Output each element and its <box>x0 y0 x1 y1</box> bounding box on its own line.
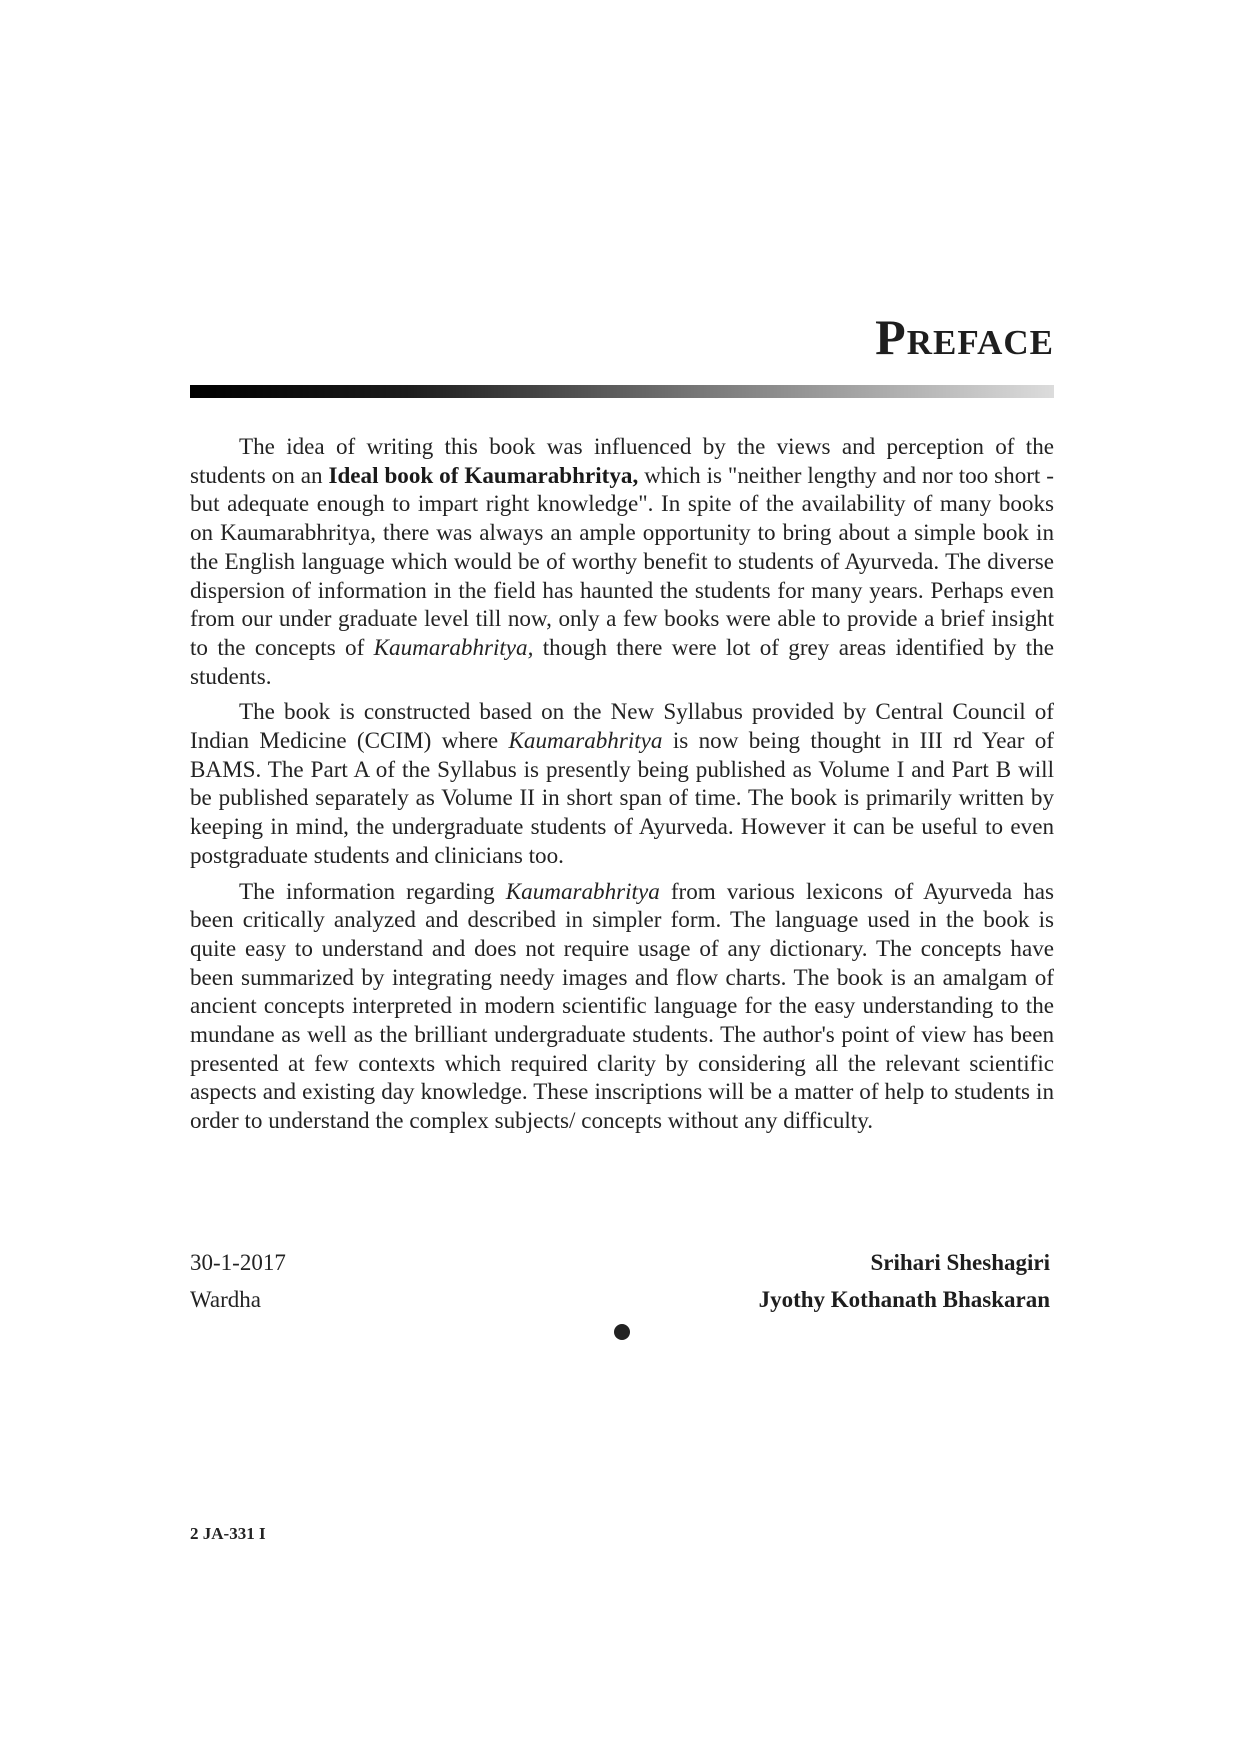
author-name: Jyothy Kothanath Bhaskaran <box>758 1287 1050 1312</box>
paragraph-1-text-c: which is "neither lengthy and nor too short - but adequate enough to impart right knowledge". In spite of the availability of many books on Kaumarabhritya, there was always an ample opportunity to bring about a simple book in the English language which would be of worthy benefit to students of Ayurveda. The diverse dispersion of information in the field has haunted the students for many years. Perhaps even from our under graduate level till now, only a few books were able to provide a brief insight to the concepts of <box>190 461 1054 660</box>
paragraph-1-text-e: though there were lot of grey areas identified by the students. <box>190 633 1054 689</box>
paragraph-3-italic-term: Kaumarabhritya <box>505 877 660 904</box>
paragraph-2-italic-term: Kaumarabhritya <box>508 727 663 754</box>
author-name: Srihari Sheshagiri <box>870 1250 1050 1275</box>
paragraph-2 <box>190 697 1054 869</box>
title-underline-rule <box>190 385 1054 398</box>
signature-date-place <box>190 1244 286 1318</box>
signature-place: Wardha <box>190 1287 261 1312</box>
paragraph-1-bold-phrase: Ideal book of Kaumarabhritya, <box>328 461 639 488</box>
section-end-bullet <box>614 1324 630 1340</box>
paragraph-1-text-a: The idea of writing this book was influenced by the views and perception of the students on an <box>190 433 1054 488</box>
signature-authors <box>759 1244 1050 1318</box>
paragraph-3-text-c: from various lexicons of Ayurveda has been critically analyzed and described in simpler form. The language used in the book is quite easy to understand and does not require usage of any dictionary. The concepts have been summarized by integrating needy images and flow charts. The book is an amalgam of ancient concepts interpreted in modern scientific language for the easy understanding to the mundane as well as the brilliant undergraduate students. The author's point of view has been presented at few contexts which required clarity by considering all the relevant scientific aspects and existing day knowledge. These inscriptions will be a matter of help to students in order to understand the complex subjects/ concepts without any difficulty. <box>190 877 1054 1134</box>
page-title: Preface <box>875 309 1054 365</box>
paragraph-1 <box>190 432 1054 690</box>
page-footer-code: 2 JA-331 I <box>190 1524 266 1543</box>
paragraph-1-italic-term: Kaumarabhritya, <box>373 633 534 660</box>
preface-body <box>190 432 1054 1142</box>
paragraph-3 <box>190 877 1054 1135</box>
paragraph-3-text-a: The information regarding <box>239 877 506 904</box>
signature-date: 30-1-2017 <box>190 1250 286 1275</box>
paragraph-2-text-a: The book is constructed based on the New Syllabus provided by Central Council of Indian Medicine (CCIM) where <box>190 698 1054 754</box>
paragraph-2-text-c: is now being thought in III rd Year of BAMS. The Part A of the Syllabus is presently being published as Volume I and Part B will be published separately as Volume II in short span of time. The book is primarily written by keeping in mind, the undergraduate students of Ayurveda. However it can be useful to even postgraduate students and clinicians too. <box>190 727 1054 868</box>
